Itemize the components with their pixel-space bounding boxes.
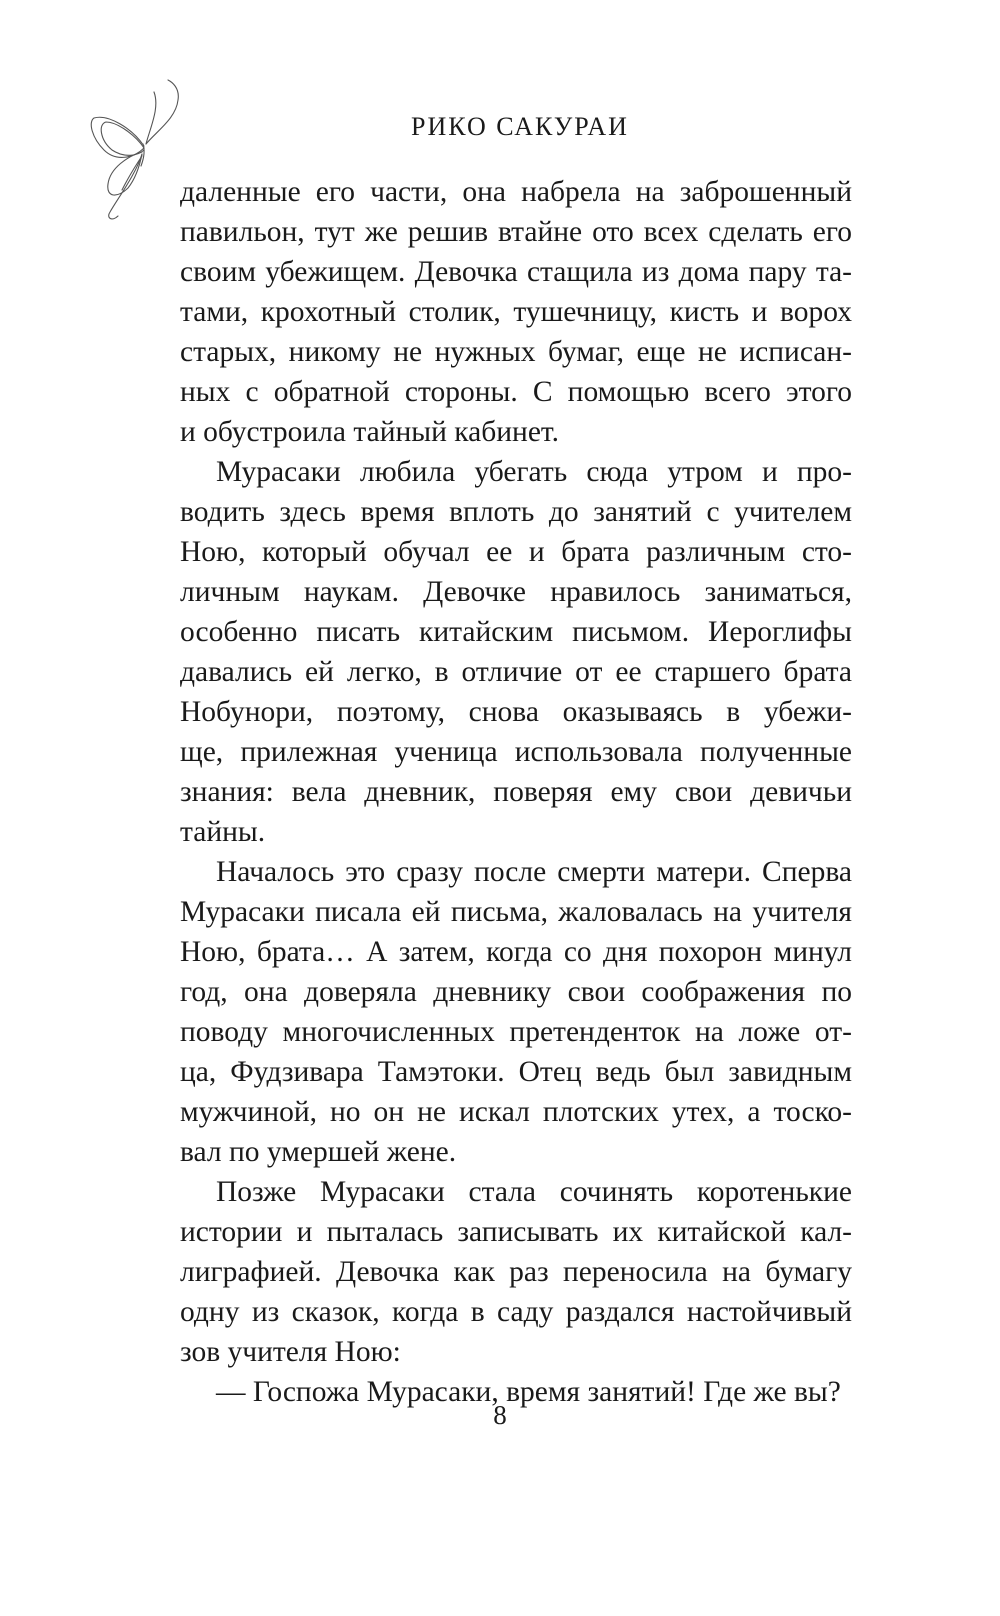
- running-head-author: РИКО САКУРАИ: [411, 112, 629, 141]
- text-line: Ною, который обучал ее и брата различным сто-: [180, 536, 852, 568]
- dialogue-line: — Госпожа Мурасаки, время занятий! Где же вы?: [216, 1376, 841, 1408]
- text-line: давались ей легко, в отличие от ее старшего брата: [180, 656, 852, 688]
- text-line: год, она доверяла дневнику свои соображения по: [180, 976, 852, 1008]
- text-line: Мурасаки писала ей письма, жаловалась на учителя: [180, 896, 852, 928]
- text-line: водить здесь время вплоть до занятий с учителем: [180, 496, 852, 528]
- text-line: ца, Фудзивара Тамэтоки. Отец ведь был завидным: [180, 1056, 852, 1088]
- body-text: [180, 172, 852, 1412]
- text-line: ще, прилежная ученица использовала полученные: [180, 736, 852, 768]
- text-line: Началось это сразу после смерти матери. Сперва: [216, 856, 852, 888]
- text-line: своим убежищем. Девочка стащила из дома пару та-: [180, 256, 852, 288]
- text-line: Нобунори, поэтому, снова оказываясь в убежи-: [180, 696, 852, 728]
- page-number: 8: [493, 1400, 507, 1430]
- text-line: Мурасаки любила убегать сюда утром и про-: [216, 456, 852, 488]
- text-line: даленные его части, она набрела на заброшенный: [180, 176, 852, 208]
- text-line: особенно писать китайским письмом. Иероглифы: [180, 616, 852, 648]
- butterfly-icon: [88, 78, 188, 228]
- text-line: истории и пыталась записывать их китайской кал-: [180, 1216, 852, 1248]
- text-line: старых, никому не нужных бумаг, еще не исписан-: [180, 336, 852, 368]
- text-line: поводу многочисленных претенденток на ложе от-: [180, 1016, 852, 1048]
- text-line: мужчиной, но он не искал плотских утех, а тоско-: [180, 1096, 852, 1128]
- text-line: знания: вела дневник, поверяя ему свои девичьи: [180, 776, 852, 808]
- text-line: лиграфией. Девочка как раз переносила на бумагу: [180, 1256, 852, 1288]
- text-line: Позже Мурасаки стала сочинять коротенькие: [216, 1176, 852, 1208]
- text-line: вал по умершей жене.: [180, 1136, 457, 1168]
- text-line: и обустроила тайный кабинет.: [180, 416, 559, 448]
- text-line: одну из сказок, когда в саду раздался настойчивый: [180, 1296, 852, 1328]
- text-line: Ною, брата… А затем, когда со дня похорон минул: [180, 936, 852, 968]
- text-line: павильон, тут же решив втайне ото всех сделать его: [180, 216, 852, 248]
- text-line: зов учителя Ною:: [180, 1336, 401, 1368]
- text-line: тами, крохотный столик, тушечницу, кисть и ворох: [180, 296, 852, 328]
- text-line: ных с обратной стороны. С помощью всего этого: [180, 376, 852, 408]
- text-line: личным наукам. Девочке нравилось заниматься,: [180, 576, 852, 608]
- text-line: тайны.: [180, 816, 266, 848]
